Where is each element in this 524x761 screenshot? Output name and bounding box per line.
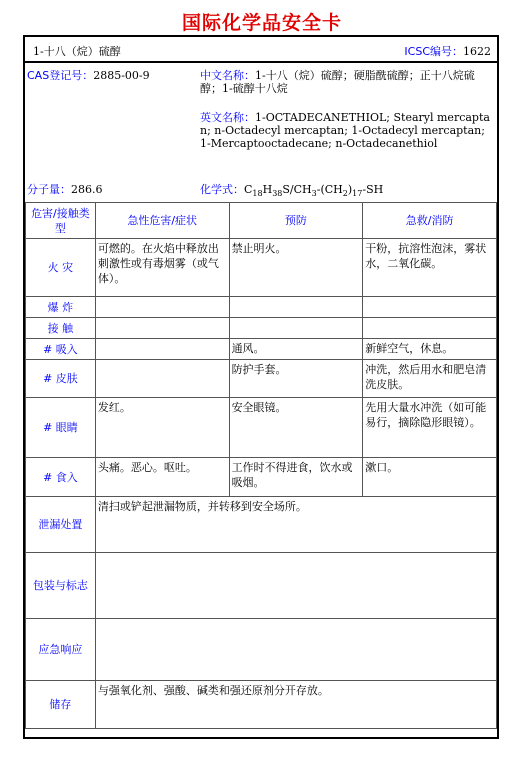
chemical-formula: [200, 183, 383, 200]
row-label-explosion: 爆 炸: [26, 297, 96, 318]
column-header-symptoms: 急性危害/症状: [95, 203, 229, 239]
row-label-eyes: # 眼睛: [26, 398, 96, 458]
icsc-value: 1622: [463, 45, 491, 58]
section-label-packaging: 包装与标志: [26, 553, 96, 619]
cn-label: 中文名称：: [200, 69, 255, 82]
inhalation-prevention: 通风。: [229, 339, 363, 360]
column-header-firstaid: 急救/消防: [363, 203, 497, 239]
exposure-symptoms: [95, 318, 229, 339]
safety-card: [23, 35, 499, 739]
ingestion-symptoms: 头痛。恶心。呕吐。: [95, 458, 229, 497]
section-text-spill: 清扫或铲起泄漏物质，并转移到安全场所。: [95, 497, 496, 553]
row-label-exposure: 接 触: [26, 318, 96, 339]
row-label-fire: 火 灾: [26, 239, 96, 297]
section-label-spill: 泄漏处置: [26, 497, 96, 553]
en-value: 1-OCTADECANETHIOL; Stearyl mercaptan; n-Octadecyl mercaptan; 1-Octadecyl mercaptan; 1-Mercaptooctadecane; n-Octadecanethiol: [200, 111, 490, 150]
english-name: [200, 111, 492, 150]
section-text-packaging: [95, 553, 496, 619]
cas-number: [27, 69, 150, 82]
exposure-firstaid: [363, 318, 497, 339]
explosion-symptoms: [95, 297, 229, 318]
fire-symptoms: 可燃的。在火焰中释放出刺激性或有毒烟雾（或气体）。: [95, 239, 229, 297]
formula-value: $C_{18}H_{38}S/CH_3-(CH_2)_{17}-SH$: [244, 183, 384, 198]
column-header-prevention: 预防: [229, 203, 363, 239]
skin-firstaid: 冲洗，然后用水和肥皂清洗皮肤。: [363, 360, 497, 398]
icsc-label: ICSC编号：: [404, 45, 463, 58]
fire-firstaid: 干粉，抗溶性泡沫，雾状水，二氧化碳。: [363, 239, 497, 297]
inhalation-firstaid: 新鲜空气，休息。: [363, 339, 497, 360]
chinese-name: [200, 69, 490, 95]
hazard-table: [25, 202, 497, 729]
row-label-ingestion: # 食入: [26, 458, 96, 497]
skin-prevention: 防护手套。: [229, 360, 363, 398]
molecular-weight: [27, 183, 103, 196]
eyes-prevention: 安全眼镜。: [229, 398, 363, 458]
inhalation-symptoms: [95, 339, 229, 360]
section-label-storage: 储存: [26, 681, 96, 729]
section-text-emergency: [95, 619, 496, 681]
cas-label: CAS登记号：: [27, 69, 94, 82]
card-title: 国际化学品安全卡: [181, 12, 342, 34]
mw-value: 286.6: [71, 183, 103, 196]
eyes-symptoms: 发红。: [95, 398, 229, 458]
row-label-skin: # 皮肤: [26, 360, 96, 398]
ingestion-prevention: 工作时不得进食，饮水或吸烟。: [229, 458, 363, 497]
chemical-name: 1-十八（烷）硫醇: [33, 45, 121, 58]
en-label: 英文名称：: [200, 111, 255, 124]
ingestion-firstaid: 漱口。: [363, 458, 497, 497]
mw-label: 分子量：: [27, 183, 71, 196]
skin-symptoms: [95, 360, 229, 398]
row-label-inhalation: # 吸入: [26, 339, 96, 360]
exposure-prevention: [229, 318, 363, 339]
column-header-type: 危害/接触类型: [26, 203, 96, 239]
fire-prevention: 禁止明火。: [229, 239, 363, 297]
explosion-firstaid: [363, 297, 497, 318]
eyes-firstaid: 先用大量水冲洗（如可能易行，摘除隐形眼镜）。: [363, 398, 497, 458]
card-header: [25, 37, 497, 63]
formula-label: 化学式：: [200, 183, 244, 196]
explosion-prevention: [229, 297, 363, 318]
section-label-emergency: 应急响应: [26, 619, 96, 681]
cas-value: 2885-00-9: [93, 69, 150, 82]
cn-value: 1-十八（烷）硫醇；硬脂酰硫醇；正十八烷硫醇；1-硫醇十八烷: [200, 69, 475, 95]
icsc-number: [404, 43, 491, 59]
section-text-storage: 与强氧化剂、强酸、碱类和强还原剂分开存放。: [95, 681, 496, 729]
